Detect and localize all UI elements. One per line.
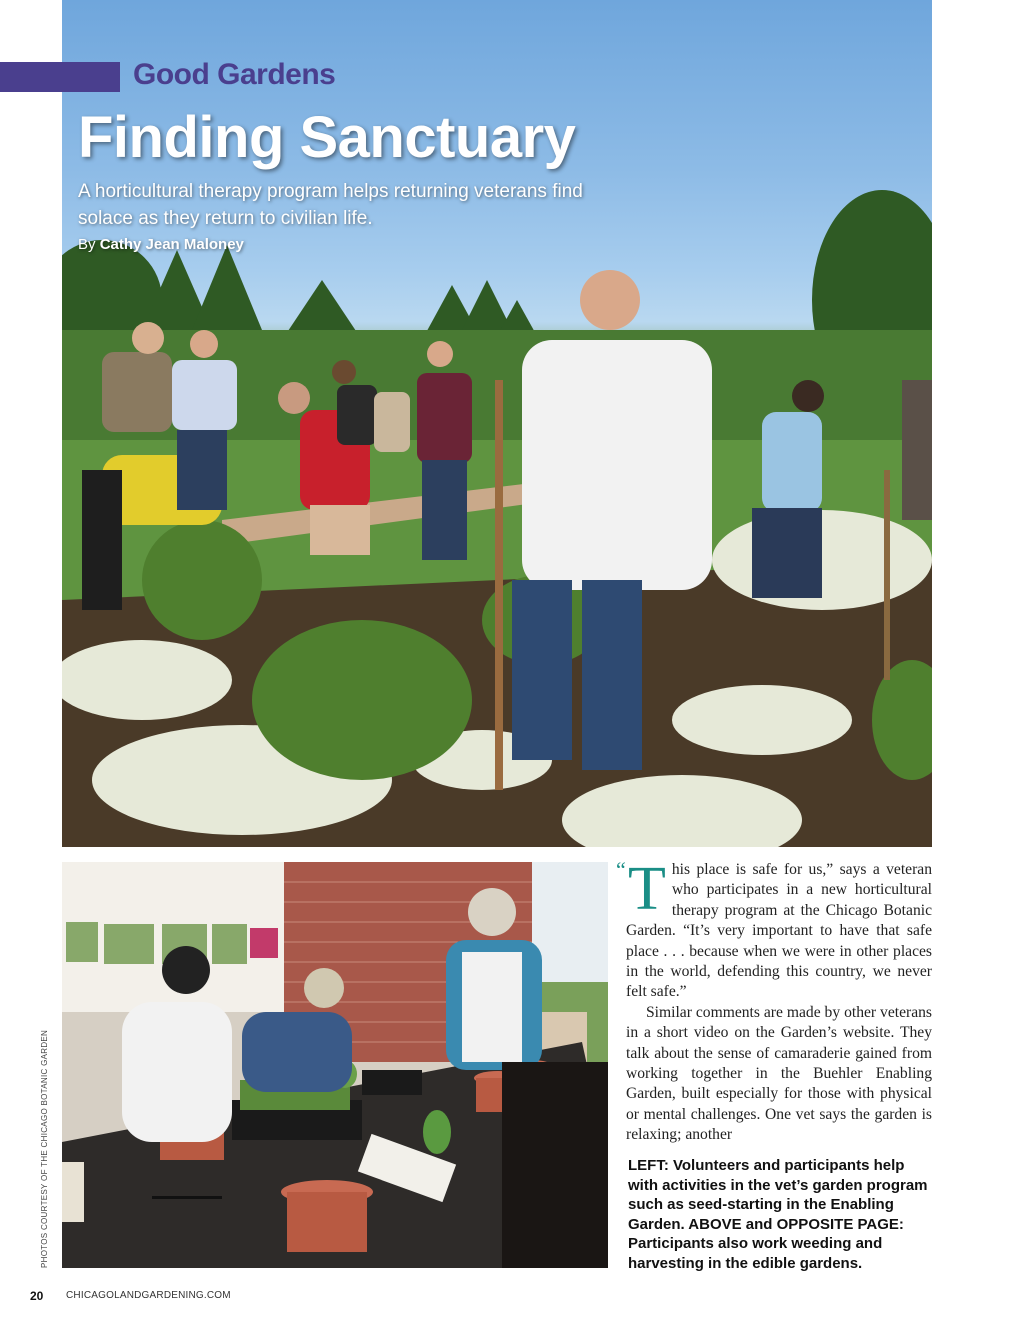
photo-caption: LEFT: Volunteers and participants help with activities in the vet’s garden program such as seed-starting in the Enabling Garden. ABOVE and OPPOSITE PAGE: Participants also work weeding and harvesting in the edible gardens. xyxy=(628,1157,928,1272)
deck: A horticultural therapy program helps returning veterans find solace as they return to civilian life. xyxy=(78,181,583,229)
headline: Finding Sanctuary xyxy=(78,105,576,170)
article-body xyxy=(616,855,932,1146)
seed-starting-photo xyxy=(62,862,608,1268)
byline xyxy=(78,236,244,253)
page-number: 20 xyxy=(30,1289,44,1303)
seed-starting-photo-illustration xyxy=(62,862,608,1268)
section-label: Good Gardens xyxy=(133,58,336,91)
byline-author: Cathy Jean Maloney xyxy=(99,236,244,253)
byline-prefix: By xyxy=(78,236,96,253)
article-paragraph-2: Similar comments are made by other veterans in a short video on the Garden’s website. They talk about the sense of camaraderie gained from working together in the Buehler Enabling Garden, built especially for those with physical or mental challenges. One vet says the garden is relaxing; another xyxy=(626,1003,932,1144)
open-quote: “ xyxy=(616,857,626,882)
article-paragraph-1-text: his place is safe for us,” says a veteran who participates in a new horticultural therapy program at the Chicago Botanic Garden. “It’s very important to have that safe place . . . because when we were in other places in the world, defending this country, we never felt safe.” xyxy=(626,861,932,1001)
article-paragraph-1 xyxy=(626,855,932,1003)
drop-cap: T xyxy=(628,855,666,923)
section-accent-bar xyxy=(0,62,120,92)
footer-site: CHICAGOLANDGARDENING.COM xyxy=(66,1290,231,1301)
photo-credit: PHOTOS COURTESY OF THE CHICAGO BOTANIC GARDEN xyxy=(40,1029,49,1268)
